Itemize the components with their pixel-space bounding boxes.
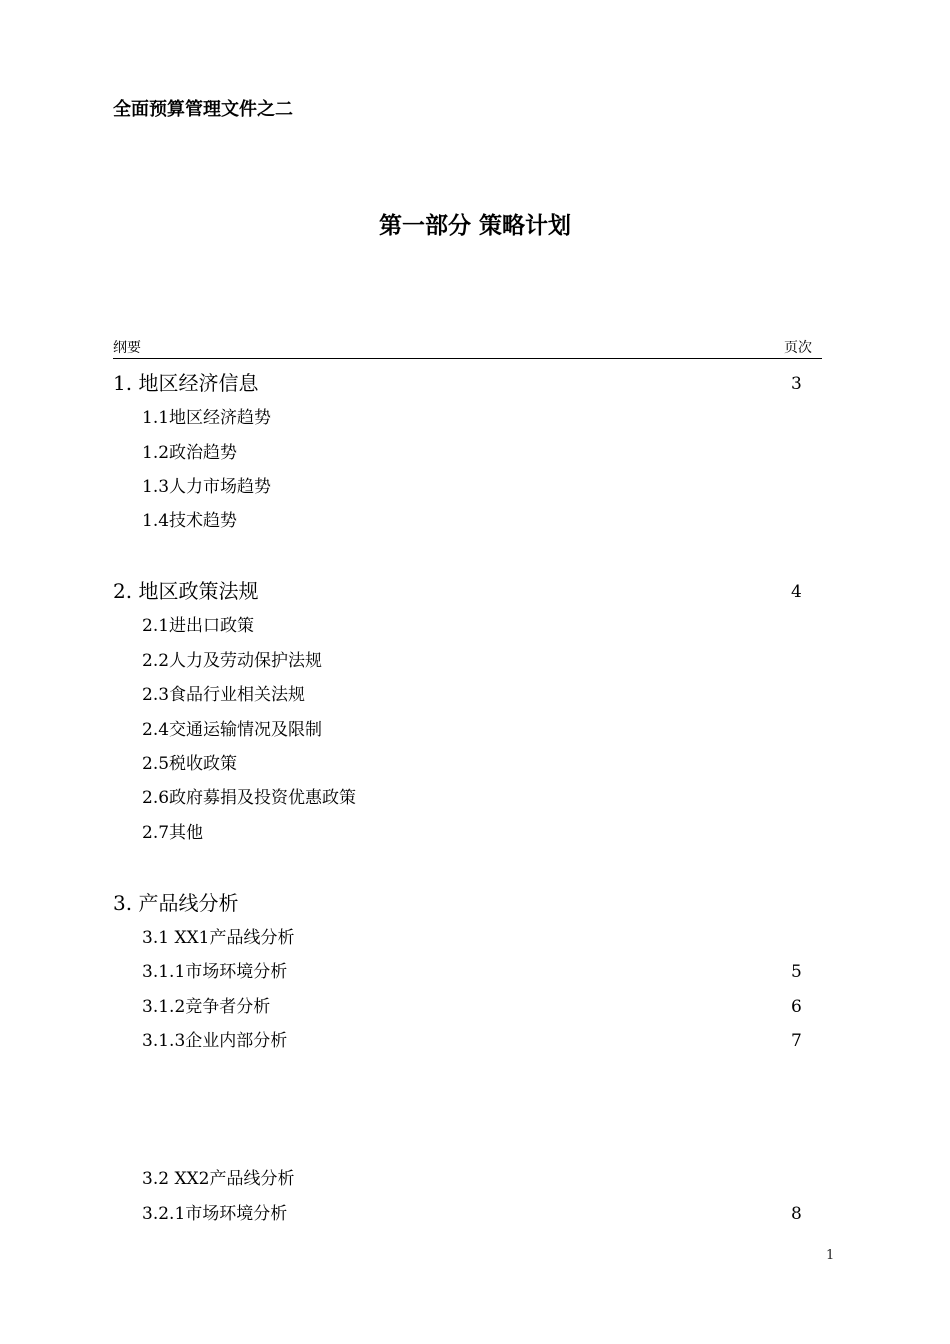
toc-section-1: 1. 地区经济信息 bbox=[113, 371, 259, 395]
toc-item-3-1-1-page: 5 bbox=[791, 962, 802, 982]
toc-item-3-1-2-page: 6 bbox=[791, 997, 802, 1017]
toc-item-3-1-2: 3.1.2竞争者分析 bbox=[142, 997, 271, 1017]
toc-item-1-1: 1.1地区经济趋势 bbox=[142, 408, 272, 428]
toc-header-page: 页次 bbox=[784, 340, 812, 356]
toc-item-2-1: 2.1进出口政策 bbox=[142, 616, 255, 636]
toc-item-1-2: 1.2政治趋势 bbox=[142, 443, 238, 463]
toc-item-3-1-3-page: 7 bbox=[791, 1031, 802, 1051]
toc-item-2-4: 2.4交通运输情况及限制 bbox=[142, 720, 323, 740]
toc-item-1-4: 1.4技术趋势 bbox=[142, 511, 238, 531]
toc-item-2-6: 2.6政府募捐及投资优惠政策 bbox=[142, 788, 357, 808]
toc-item-2-2: 2.2人力及劳动保护法规 bbox=[142, 651, 323, 671]
toc-item-3-2: 3.2 XX2产品线分析 bbox=[142, 1169, 295, 1189]
toc-item-3-2-1-page: 8 bbox=[791, 1204, 802, 1224]
document-title: 全面预算管理文件之二 bbox=[113, 99, 293, 120]
toc-section-2-page: 4 bbox=[791, 582, 802, 602]
toc-item-2-3: 2.3食品行业相关法规 bbox=[142, 685, 306, 705]
toc-header-rule bbox=[113, 358, 822, 359]
toc-item-3-2-1: 3.2.1市场环境分析 bbox=[142, 1204, 288, 1224]
toc-item-2-7: 2.7其他 bbox=[142, 823, 204, 843]
toc-item-2-5: 2.5税收政策 bbox=[142, 754, 238, 774]
toc-section-1-page: 3 bbox=[791, 374, 802, 394]
toc-section-2: 2. 地区政策法规 bbox=[113, 579, 259, 603]
toc-section-3: 3. 产品线分析 bbox=[113, 891, 239, 915]
toc-item-3-1: 3.1 XX1产品线分析 bbox=[142, 928, 295, 948]
part-title: 第一部分 策略计划 bbox=[378, 213, 571, 239]
toc-item-3-1-3: 3.1.3企业内部分析 bbox=[142, 1031, 288, 1051]
toc-item-3-1-1: 3.1.1市场环境分析 bbox=[142, 962, 288, 982]
toc-header-outline: 纲要 bbox=[113, 340, 141, 356]
toc-item-1-3: 1.3人力市场趋势 bbox=[142, 477, 272, 497]
page-number: 1 bbox=[826, 1248, 835, 1263]
